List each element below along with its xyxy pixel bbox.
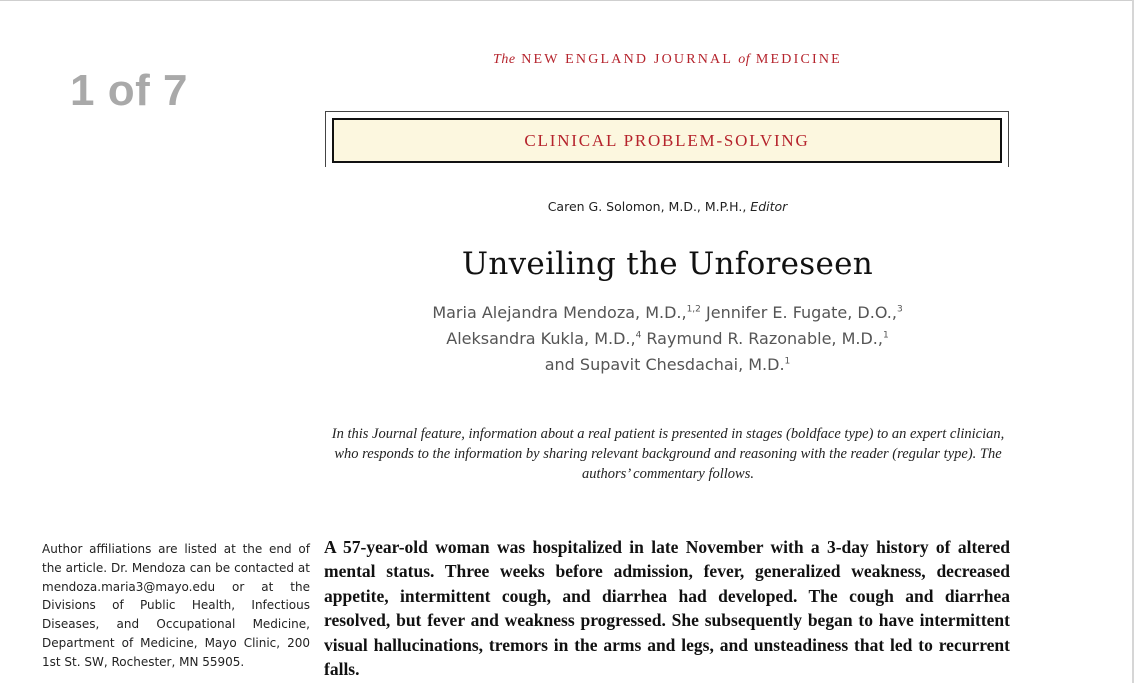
journal-medicine: MEDICINE [755, 52, 842, 67]
author-affiliation-marker: 1 [784, 356, 791, 367]
author-name: Maria Alejandra Mendoza, M.D., [432, 303, 687, 322]
page-top-border [0, 0, 1134, 1]
journal-header [325, 52, 1010, 68]
editor-role: Editor [750, 199, 788, 214]
author-name: Aleksandra Kukla, M.D., [446, 329, 636, 348]
page-counter: 1 of 7 [70, 66, 188, 115]
journal-the: The [493, 52, 516, 67]
author-affiliation-marker: 4 [635, 330, 642, 341]
article-title: Unveiling the Unforeseen [461, 246, 874, 282]
author-name: Raymund R. Razonable, M.D., [646, 329, 883, 348]
author-affiliation-marker: 1,2 [686, 304, 701, 315]
author-list [325, 300, 1010, 378]
author-affiliations-sidebar: Author affiliations are listed at the end of the article. Dr. Mendoza can be contacted at mendoza.maria3@mayo.edu or at the Divisions of Public Health, Infectious Diseases, and Occupational Medicine, Department of Medicine, Mayo Clinic, 200 1st St. SW, Rochester, MN 55905. [42, 542, 310, 669]
editor-credit [325, 199, 1010, 214]
feature-intro-note: In this Journal feature, information about a real patient is presented in stages (boldface type) to an expert clinician, who responds to the information by sharing relevant background and reasoning with the reader (regular type). The authors’ commentary follows. [331, 426, 1005, 482]
author-affiliation-marker: 3 [896, 304, 903, 315]
author-name: and Supavit Chesdachai, M.D. [544, 355, 785, 374]
editor-name: Caren G. Solomon, M.D., M.P.H., [547, 199, 747, 214]
journal-of: of [738, 52, 751, 67]
author-name: Jennifer E. Fugate, D.O., [706, 303, 897, 322]
case-presentation-paragraph: A 57-year-old woman was hospitalized in late November with a 3-day history of altered mental status. Three weeks before admission, fever, generalized weakness, decreased appetite, intermittent cough, and diarrhea had developed. The cough and diarrhea resolved, but fever and weakness progressed. She subsequently began to have intermittent visual hallucinations, tremors in the arms and legs, and unsteadiness that led to recurrent falls. [324, 537, 1010, 680]
author-affiliation-marker: 1 [882, 330, 889, 341]
section-banner-label: CLINICAL PROBLEM-SOLVING [524, 130, 810, 150]
journal-new-england: NEW ENGLAND JOURNAL [521, 52, 733, 67]
section-banner [332, 118, 1002, 163]
